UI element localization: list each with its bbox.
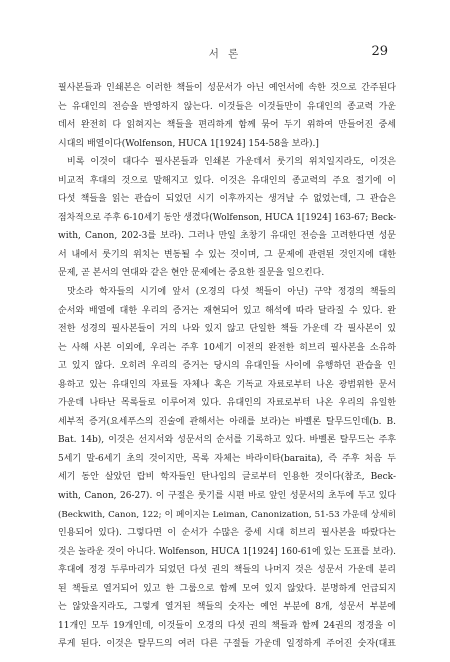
text-line: 비교적 후대의 것으로 말해지고 있다. 이것은 유대인의 종교력의 주요 절기에 이 — [58, 175, 396, 186]
text-line: 인용되어 있다). 그렇다면 이 순서가 수많은 중세 시대 히브리 필사본을 따랐다는 — [58, 528, 396, 539]
text-line: 후대에 정경 두루마리가 되었던 다섯 권의 책들의 나머지 것은 성문서 가운데 분리 — [58, 565, 396, 576]
text-line: Bat. 14b), 이것은 선지서와 성문서의 순서를 기록하고 있다. 바벨론 탈무드는 주후 — [58, 435, 396, 446]
text-line: 필사본들과 인쇄본은 이러한 책들이 성문서가 아닌 예언서에 속한 것으로 간주된다 — [58, 83, 396, 93]
text-line: 문제, 곧 본서의 연대와 같은 현안 문제에는 중요한 질문을 일으킨다. — [58, 268, 325, 279]
text-line: 비록 이것이 대다수 필사본들과 인쇄본 가운데서 룻기의 위치일지라도, 이것은 — [67, 157, 396, 168]
text-line: 11개인 모두 19개인데, 이것들이 오경의 다섯 권의 책들과 함께 24권의 정경을 이 — [58, 620, 396, 631]
page-number: 29 — [371, 44, 388, 59]
text-line: 데서 완전히 다 읽혀지는 책들을 편리하게 함께 묶어 두기 위하여 만들어진 중세 — [58, 120, 396, 131]
text-line: 점차적으로 주후 6-10세기 동안 생겼다(Wolfenson, HUCA 1[1924] 163-67; Beck- — [58, 212, 396, 223]
text-line: 세기 동안 살았던 랍비 학자들인 탄나임의 글로부터 인용한 것이다(참조, Beck- — [58, 472, 396, 483]
text-line: 것은 놀라운 것이 아니다. Wolfenson, HUCA 1[1924] 160-61에 있는 도표를 보라). — [58, 546, 396, 557]
body-text — [58, 79, 396, 654]
text-line: 다섯 책들을 읽는 관습이 되었던 시기 이후까지는 생겨날 수 없었는데, 그 관습은 — [58, 194, 396, 205]
text-line: 고 있지 않다. 오히려 우리의 증거는 당시의 유대인들 사이에 유행하던 관습을 인 — [58, 361, 396, 372]
text-line: 전한 성경의 필사본들이 거의 나와 있지 않고 단일한 책들 가운데 각 필사본이 있 — [58, 324, 396, 335]
text-line: 는 않았을지라도, 그렇게 열거된 책들의 숫자는 예언 부분에 8개, 성문서 부분에 — [58, 602, 396, 613]
running-head: 서 론 — [208, 48, 242, 60]
text-line: 용하고 있는 유대인의 자료들 자체나 혹은 기독교 자료로부터 나온 광범위한 문서 — [58, 379, 396, 390]
text-line: 5세기 말-6세기 초의 것이지만, 목록 자체는 바라이타(baraita), 즉 주후 처음 두 — [58, 453, 396, 464]
page-header — [0, 46, 450, 62]
text-line: 는 유대인의 전승을 반영하지 않는다. 이것들은 이것들만이 유대인의 종교력 가운 — [58, 101, 396, 112]
text-line: 된 책들로 열거되어 있고 한 그룹으로 함께 모여 있지 않았다. 분명하게 언급되지 — [58, 583, 396, 594]
text-line: 가운데 나타난 목록들로 이루어져 있다. 유대인의 자료로부터 나온 우리의 유일한 — [58, 398, 396, 409]
text-line: 순서와 배열에 대한 우리의 증거는 재현되어 있고 해석에 따라 달라질 수 있다. 완 — [58, 305, 396, 316]
text-line: with, Canon, 202-3를 보라). 그러나 만일 초창기 유대인 전승을 고려한다면 성문 — [58, 231, 396, 242]
text-line: 서 내에서 룻기의 위치는 변동될 수 있는 것이며, 그 문제에 관련된 것인지에 대한 — [58, 249, 396, 260]
text-line: 는 사해 사본 이외에, 우리는 주후 10세기 이전의 완전한 히브리 필사본을 소유하 — [58, 342, 396, 353]
text-line: 루게 된다. 이것은 탈무드의 여러 다른 구절들 가운데 일정하게 주어진 숫자(대표 — [58, 639, 396, 650]
text-line: with, Canon, 26-27). 이 구절은 룻기를 시편 바로 앞인 성문서의 초두에 두고 있다 — [58, 491, 396, 502]
text-line: 맛소라 학자들의 시기에 앞서 (오경의 다섯 책들이 아닌) 구약 정경의 책들의 — [67, 287, 396, 298]
text-line: 시대의 배열이다(Wolfenson, HUCA 1[1924] 154-58을 보라).] — [58, 138, 319, 149]
text-line: 세부적 증거(요세푸스의 진술에 관해서는 아래를 보라)는 바벨론 탈무드인데(b. B. — [58, 416, 396, 427]
text-line: (Beckwith, Canon, 122; 이 페이지는 Leiman, Canonization, 51-53 가운데 상세히 — [58, 509, 396, 520]
